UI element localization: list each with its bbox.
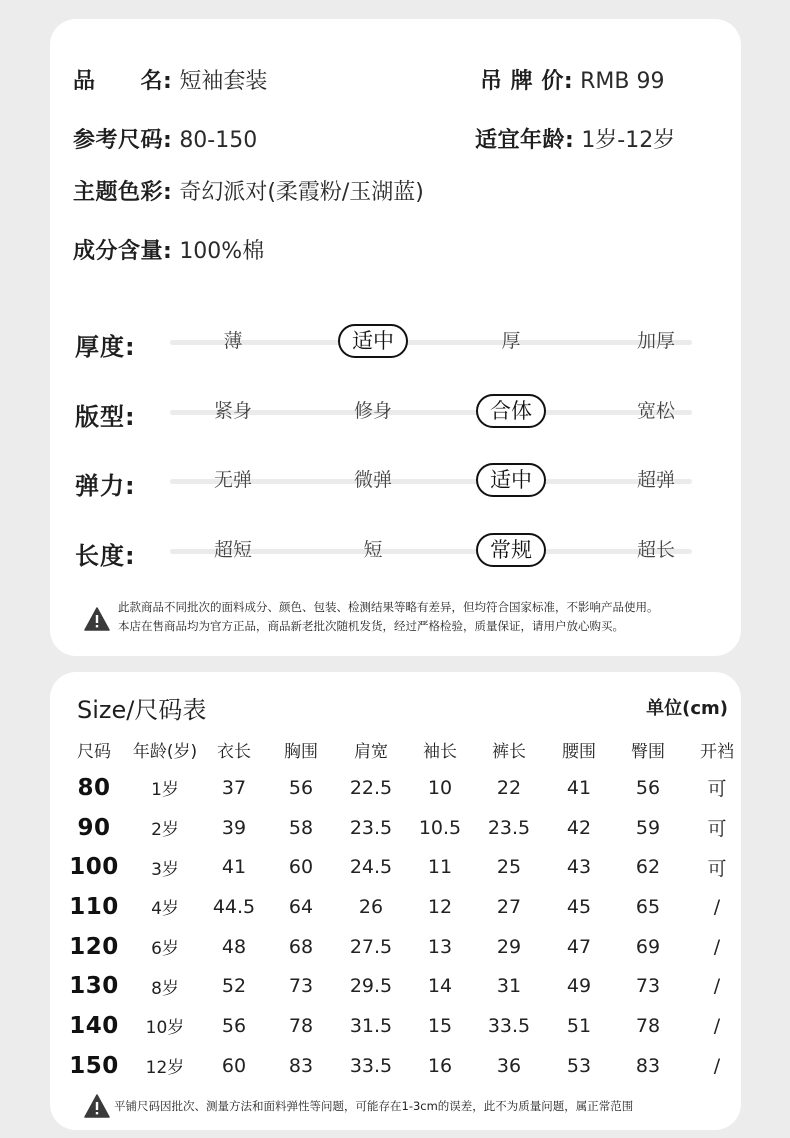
warning-icon xyxy=(84,1094,110,1118)
disclaimer-line-1: 此款商品不同批次的面料成分、颜色、包装、检测结果等略有差异，但均符合国家标准，不影响产品使用。 xyxy=(118,600,659,614)
size-table-cell: 78 xyxy=(635,1014,661,1037)
size-table-row xyxy=(60,887,752,927)
size-table-cell: 27 xyxy=(496,895,522,918)
size-table-cell: 51 xyxy=(566,1014,592,1037)
attribute-option: 短 xyxy=(363,539,383,561)
size-table-cell: 62 xyxy=(635,856,661,879)
attribute-option: 超长 xyxy=(636,539,675,561)
size-table-size-cell: 80 xyxy=(77,774,111,801)
attribute-row-fit xyxy=(50,391,741,431)
size-note-text: 平铺尺码因批次、测量方法和面料弹性等问题，可能存在1-3cm的误差，此不为质量问题，属正常范围 xyxy=(114,1099,634,1113)
size-table-header-cell: 肩宽 xyxy=(354,741,388,762)
size-table-cell: / xyxy=(713,895,721,918)
size-table-header-cell: 臀围 xyxy=(631,741,665,762)
size-table-header-cell: 开裆 xyxy=(700,741,734,762)
info-name-value: 短袖套装 xyxy=(179,69,268,94)
size-table-cell: 37 xyxy=(221,776,247,799)
size-table-cell: / xyxy=(713,935,721,958)
size-table-cell: 22 xyxy=(496,776,522,799)
size-table-cell: 78 xyxy=(288,1014,314,1037)
size-table-cell: 41 xyxy=(221,856,247,879)
size-table-cell: 59 xyxy=(635,816,661,839)
size-table-size-cell: 90 xyxy=(77,814,111,841)
size-table-cell: 48 xyxy=(221,935,247,958)
size-table-cell: 23.5 xyxy=(349,816,393,839)
attribute-option-selected: 适中 xyxy=(338,324,408,358)
info-material-value: 100%棉 xyxy=(179,239,265,264)
size-table-cell: 73 xyxy=(635,975,661,998)
size-table-cell: 33.5 xyxy=(487,1014,531,1037)
size-table-cell: 44.5 xyxy=(212,895,256,918)
attribute-option-selected: 适中 xyxy=(476,463,546,497)
size-table-size-cell: 120 xyxy=(69,933,119,960)
size-table-header-cell: 年龄(岁) xyxy=(132,741,198,762)
size-chart-unit: 单位(cm) xyxy=(646,698,728,719)
product-info-card xyxy=(50,19,741,656)
size-table-cell: 43 xyxy=(566,856,592,879)
size-table-row xyxy=(60,927,752,967)
attribute-row-elasticity xyxy=(50,460,741,500)
size-table-cell: 3岁 xyxy=(151,859,179,880)
size-table-row xyxy=(60,1046,752,1086)
size-table-size-cell: 130 xyxy=(69,973,119,1000)
info-color xyxy=(73,182,424,204)
size-table-header-cell: 胸围 xyxy=(284,741,318,762)
size-table-cell: / xyxy=(713,975,721,998)
size-chart-card xyxy=(50,672,741,1130)
size-table-cell: 83 xyxy=(635,1054,661,1077)
info-name-label: 品 名: xyxy=(73,69,173,94)
attribute-label: 厚度: xyxy=(75,333,136,361)
disclaimer-text xyxy=(118,598,659,636)
attribute-row-length xyxy=(50,530,741,570)
info-price xyxy=(480,71,664,93)
size-table-cell: 可 xyxy=(707,818,727,841)
attribute-option: 宽松 xyxy=(636,400,675,422)
size-table-cell: 11 xyxy=(427,856,453,879)
size-table-size-cell: 140 xyxy=(69,1012,119,1039)
size-chart-title: Size/尺码表 xyxy=(77,696,207,724)
size-table-size-cell: 110 xyxy=(69,893,119,920)
info-price-value: RMB 99 xyxy=(580,69,665,94)
size-table-cell: 可 xyxy=(707,857,727,880)
size-table-cell: 31 xyxy=(496,975,522,998)
info-color-label: 主题色彩: xyxy=(73,180,173,205)
size-table-header-cell: 衣长 xyxy=(217,741,251,762)
size-table-cell: 47 xyxy=(566,935,592,958)
size-table-cell: 14 xyxy=(427,975,453,998)
attribute-option: 超弹 xyxy=(636,469,675,491)
size-table-cell: 64 xyxy=(288,895,314,918)
size-table-cell: 56 xyxy=(221,1014,247,1037)
size-table-cell: 15 xyxy=(427,1014,453,1037)
size-table-cell: 83 xyxy=(288,1054,314,1077)
size-table-header-cell: 袖长 xyxy=(423,741,457,762)
size-table-cell: 23.5 xyxy=(487,816,531,839)
attribute-option: 紧身 xyxy=(213,400,252,422)
info-size-ref-label: 参考尺码: xyxy=(73,128,173,153)
info-size-ref-value: 80-150 xyxy=(179,128,258,153)
size-table-header-cell: 裤长 xyxy=(492,741,526,762)
attribute-option-selected: 合体 xyxy=(476,394,546,428)
size-table-cell: 41 xyxy=(566,776,592,799)
size-table-row xyxy=(60,808,752,848)
size-table-row xyxy=(60,847,752,887)
size-table-cell: 49 xyxy=(566,975,592,998)
size-table-cell: 24.5 xyxy=(349,856,393,879)
attribute-label: 版型: xyxy=(75,403,136,431)
size-table-cell: 52 xyxy=(221,975,247,998)
attribute-option-selected: 常规 xyxy=(476,533,546,567)
attribute-row-thickness xyxy=(50,321,741,361)
info-material-label: 成分含量: xyxy=(73,239,173,264)
size-table-row xyxy=(60,966,752,1006)
size-table-header-cell: 尺码 xyxy=(77,741,111,762)
size-table-cell: 36 xyxy=(496,1054,522,1077)
size-table-cell: 27.5 xyxy=(349,935,393,958)
size-table-cell: 8岁 xyxy=(151,978,179,999)
size-table-cell: 26 xyxy=(358,895,384,918)
attribute-option: 加厚 xyxy=(636,330,675,352)
size-table-cell: 13 xyxy=(427,935,453,958)
size-table-cell: / xyxy=(713,1014,721,1037)
attribute-label: 长度: xyxy=(75,542,136,570)
size-table-cell: 12岁 xyxy=(145,1058,185,1079)
size-table-row xyxy=(60,768,752,808)
size-table-size-cell: 100 xyxy=(69,854,119,881)
disclaimer-line-2: 本店在售商品均为官方正品，商品新老批次随机发货，经过严格检验，质量保证，请用户放心购买。 xyxy=(118,619,624,633)
size-table-cell: / xyxy=(713,1054,721,1077)
attribute-label: 弹力: xyxy=(75,472,136,500)
size-table-cell: 31.5 xyxy=(349,1014,393,1037)
attribute-option: 无弹 xyxy=(213,469,252,491)
attribute-option: 厚 xyxy=(501,330,521,352)
size-table-cell: 可 xyxy=(707,778,727,801)
size-table-cell: 1岁 xyxy=(151,780,179,801)
attribute-option: 微弹 xyxy=(353,469,392,491)
size-table-body xyxy=(60,768,752,1086)
size-table-cell: 60 xyxy=(288,856,314,879)
info-material xyxy=(73,241,264,263)
size-table-cell: 29 xyxy=(496,935,522,958)
size-table-cell: 4岁 xyxy=(151,899,179,920)
info-age xyxy=(475,130,675,152)
size-table-cell: 68 xyxy=(288,935,314,958)
size-table xyxy=(60,730,752,1086)
size-table-cell: 53 xyxy=(566,1054,592,1077)
size-table-cell: 58 xyxy=(288,816,314,839)
attribute-option: 修身 xyxy=(353,400,392,422)
size-table-cell: 10岁 xyxy=(145,1018,185,1039)
size-table-cell: 16 xyxy=(427,1054,453,1077)
info-size-ref xyxy=(73,130,257,152)
info-name xyxy=(73,71,267,93)
size-table-cell: 65 xyxy=(635,895,661,918)
info-price-label: 吊 牌 价: xyxy=(480,69,574,94)
size-table-cell: 56 xyxy=(635,776,661,799)
warning-icon xyxy=(84,607,110,631)
size-table-cell: 2岁 xyxy=(151,820,179,841)
size-table-row xyxy=(60,1006,752,1046)
size-table-cell: 73 xyxy=(288,975,314,998)
size-table-cell: 25 xyxy=(496,856,522,879)
size-table-cell: 6岁 xyxy=(151,939,179,960)
size-table-cell: 22.5 xyxy=(349,776,393,799)
info-age-value: 1岁-12岁 xyxy=(581,128,676,153)
size-table-header xyxy=(60,730,752,768)
size-table-cell: 60 xyxy=(221,1054,247,1077)
size-table-cell: 45 xyxy=(566,895,592,918)
size-table-cell: 29.5 xyxy=(349,975,393,998)
size-table-cell: 33.5 xyxy=(349,1054,393,1077)
attribute-option: 薄 xyxy=(223,330,243,352)
size-table-cell: 69 xyxy=(635,935,661,958)
size-table-cell: 10 xyxy=(427,776,453,799)
size-table-size-cell: 150 xyxy=(69,1052,119,1079)
info-color-value: 奇幻派对(柔霞粉/玉湖蓝) xyxy=(179,180,424,205)
attribute-option: 超短 xyxy=(213,539,252,561)
size-table-cell: 42 xyxy=(566,816,592,839)
info-age-label: 适宜年龄: xyxy=(475,128,575,153)
size-table-header-cell: 腰围 xyxy=(562,741,596,762)
size-table-cell: 39 xyxy=(221,816,247,839)
size-table-cell: 56 xyxy=(288,776,314,799)
size-table-cell: 12 xyxy=(427,895,453,918)
size-table-cell: 10.5 xyxy=(418,816,462,839)
